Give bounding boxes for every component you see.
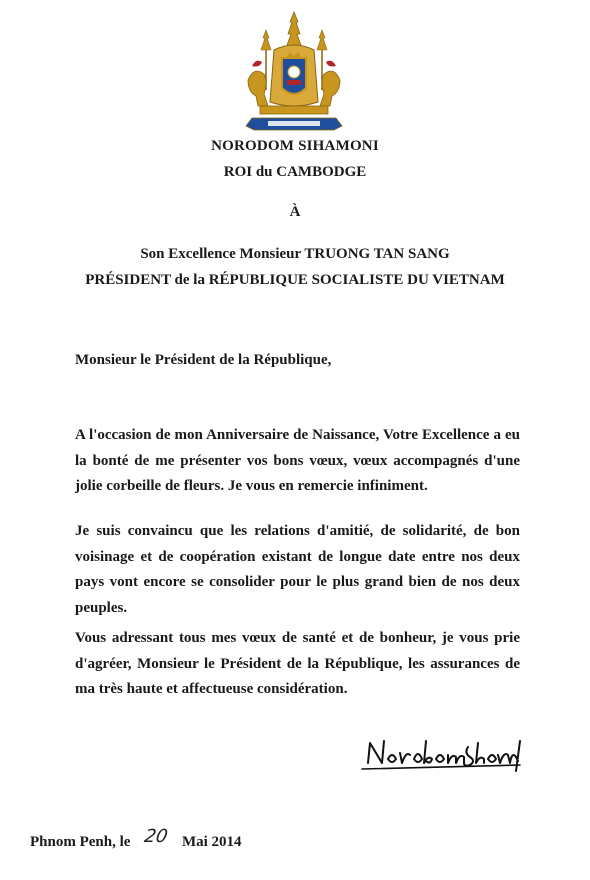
royal-arms-icon <box>238 10 350 134</box>
address-to-mark: À <box>289 204 301 220</box>
body-paragraph-2: Je suis convaincu que les relations d'amitié, de solidarité, de bon voisinage et de coopération existant de longue date entre nos deux pays vont encore se consolider pour le plus grand bien de nos deux peuples. <box>75 523 520 616</box>
place-label: Phnom Penh, le <box>30 834 131 850</box>
salutation: Monsieur le Président de la République, <box>75 352 332 368</box>
signature-icon <box>360 733 530 775</box>
body-paragraph-1: A l'occasion de mon Anniversaire de Naissance, Votre Excellence a eu la bonté de me présenter vos bons vœux, vœux accompagnés d'une jolie corbeille de fleurs. Je vous en remercie infiniment. <box>75 427 520 494</box>
handwritten-day: 20 <box>142 826 170 847</box>
recipient-name: Son Excellence Monsieur TRUONG TAN SANG <box>140 246 450 262</box>
place-and-date <box>30 826 242 851</box>
month-year: Mai 2014 <box>181 834 242 850</box>
sender-name: NORODOM SIHAMONI <box>211 138 379 154</box>
recipient-title: PRÉSIDENT de la RÉPUBLIQUE SOCIALISTE DU VIETNAM <box>85 272 505 288</box>
sender-title: ROI du CAMBODGE <box>223 164 367 180</box>
body-paragraph-3: Vous adressant tous mes vœux de santé et de bonheur, je vous prie d'agréer, Monsieur le Président de la République, les assurances de ma très haute et affectueuse considération. <box>75 630 520 697</box>
